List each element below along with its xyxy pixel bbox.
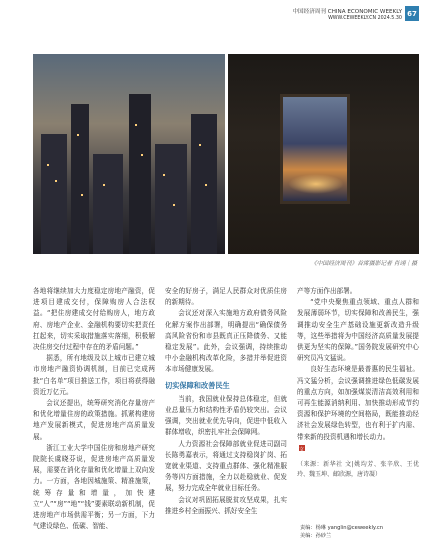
column-1: [33, 286, 155, 544]
paragraph: 人力资源社会保障部就业促进司副司长陈勇嘉表示，将通过支持稳岗扩岗、拓宽就业渠道、支持重点群体、强化精准服务等四方面措施，全力以赴稳就业、促发展，努力完成全年就业目标任务。: [165, 439, 287, 493]
end-mark-icon: 文: [299, 446, 305, 453]
paragraph: 会议还提出，统筹研究消化存量房产和优化增量住房的政策措施。抓紧构建房地产发展新模式，促进房地产高质量发展。: [33, 399, 155, 441]
feature-photo: [33, 54, 419, 254]
page-header: [292, 6, 419, 32]
page-number-badge: 67: [405, 6, 419, 21]
paragraph: 浙江工业大学中国住房和房地产研究院院长虞晓芬说，促进房地产高质量发展，需要在消化存量和优化增量上双向发力。一方面，各地因城施策、精准施策，统筹存量和增量，加快建立“人”“房”“地”“钱”要素联动新机制，促进房地产市场供需平衡；另一方面，下力气建设绿色、低碳、智能、: [33, 443, 155, 531]
article-body: [33, 286, 419, 544]
paragraph: 会议对巩固拓展脱贫攻坚成果，扎实推进乡村全面振兴、抓好安全生: [165, 495, 287, 515]
source-credit: （来源：新华社 文|姚均芳、张辛欣、王优玲、魏玉坤、邮欣源，唐诗凝）: [297, 461, 419, 479]
column-3: [297, 286, 419, 544]
masthead-date: WWW.CEWEEKLY.CN 2024.5.30: [328, 16, 402, 21]
masthead-title: 中国经济周刊 CHINA ECONOMIC WEEKLY: [292, 9, 402, 15]
paragraph: 据悉，所有地级及以上城市已建立城市房地产融资协调机制，目前已完成两批“白名单”项目推送工作，项目将获得融资近万亿元。: [33, 354, 155, 396]
column-2: [165, 286, 287, 544]
paragraph: 会议还对深入实施地方政府债务风险化解方案作出部署，明确提出“确保债务高风险省份和市县既真正压降债务、又能稳定发展”。此外，会议强调，持续推动中小金融机构改革化险，多措并举促进资本市场健康发展。: [165, 309, 287, 374]
editor-line: 责编：杨琳 yanglin@ceweekly.cn: [300, 525, 384, 531]
window-view-photo: [228, 54, 420, 254]
paragraph: “党中央聚焦重点领域、重点人群和发展薄弱环节，切实保障和改善民生，强调推动安全生产基础设施更新改造升级等，这些举措将为中国经济高质量发展提供更为坚实的保障。”国务院发展研究中心研究员冯文猛说。: [297, 298, 419, 363]
masthead: [292, 6, 402, 21]
paragraph: 当前，我国就业保持总体稳定，但就业总量压力和结构性矛盾仍较突出。会议强调，突出就业优先导向，促进中低收入群体增收，织密扎牢社会保障网。: [165, 394, 287, 437]
editor-credits: [300, 524, 383, 540]
paragraph: 产等方面作出部署。: [297, 287, 357, 295]
city-night-photo: [33, 54, 225, 254]
paragraph: 各地将继续加大力度稳定房地产融资，促进项目建成交付，保障购房人合法权益。“把住房建成交付给购房人，地方政府、房地产企业、金融机构要切实把责任扛起来，切实采取措施落实落细，积极解决住房交付过程中存在的矛盾问题。”: [33, 287, 155, 352]
paragraph: 安全的好房子，满足人民群众对优质住房的新期待。: [165, 287, 287, 307]
paragraph: 良好生态环境是最普惠的民生福祉。冯文猛分析，会议强调推进绿色低碳发展的重点方向，如加强煤炭清洁高效利用和可再生能源消纳利用、加快推动形成节约资源和保护环境的空间格局，既能推动经济社会发展绿色转型，也有利于扩内需、带来新的投资机遇和增长动力。: [297, 365, 419, 441]
photo-caption: 《中国经济周刊》首席摄影记者 肖翊｜摄: [310, 261, 417, 267]
section-heading: 切实保障和改善民生: [165, 380, 230, 390]
designer-line: 美编：孙砂兰: [300, 533, 332, 539]
